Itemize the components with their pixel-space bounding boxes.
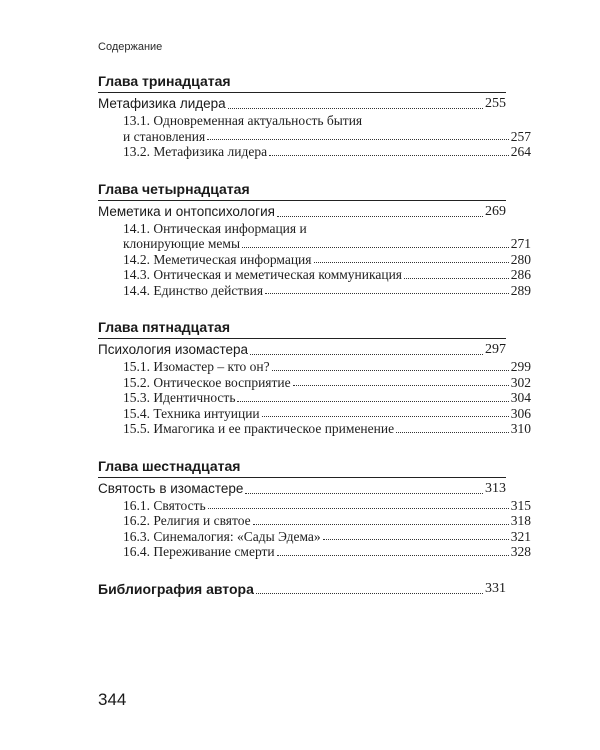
toc-main-entry[interactable]: [98, 480, 506, 498]
toc-sub-entry[interactable]: [98, 252, 531, 268]
dot-leader: [237, 401, 508, 402]
entry-title: 14.4. Единство действия: [123, 282, 264, 298]
entry-page: 331: [485, 580, 506, 596]
toc-sub-entry[interactable]: [98, 236, 531, 252]
dot-leader: [207, 139, 509, 140]
entry-title: Метафизика лидера: [98, 96, 226, 111]
dot-leader: [242, 247, 509, 248]
dot-leader: [314, 262, 509, 263]
toc-sub-entry[interactable]: [98, 283, 531, 299]
entry-page: 310: [510, 421, 531, 436]
entry-title: клонирующие мемы: [123, 236, 241, 251]
entry-title: 16.1. Святость: [123, 497, 206, 513]
entry-page: 289: [510, 282, 531, 298]
toc-sub-entry[interactable]: [98, 498, 531, 514]
chapter-title: Глава четырнадцатая: [98, 180, 506, 201]
entry-page: 304: [510, 390, 531, 405]
entry-page: 321: [510, 528, 531, 544]
dot-leader: [250, 354, 483, 355]
chapter-title: Глава тринадцатая: [98, 72, 506, 93]
entry-page: 313: [485, 480, 506, 496]
chapter-13: [98, 72, 531, 160]
toc-sub-entry[interactable]: [98, 144, 531, 160]
entry-title: 16.2. Религия и святое: [123, 513, 251, 528]
toc-sub-entry[interactable]: [98, 513, 531, 529]
dot-leader: [269, 155, 509, 156]
entry-page: 302: [510, 374, 531, 390]
toc-sub-entry[interactable]: [98, 529, 531, 545]
chapter-16: [98, 457, 531, 560]
table-of-contents: [98, 72, 531, 598]
toc-sub-entry[interactable]: [98, 544, 531, 560]
entry-title: 15.1. Изомастер – кто он?: [123, 359, 270, 374]
dot-leader: [262, 416, 509, 417]
entry-page: 280: [510, 251, 531, 267]
entry-page: 297: [485, 342, 506, 357]
running-header: Содержание: [98, 41, 163, 53]
entry-title: 14.3. Онтическая и меметическая коммуникация: [123, 267, 403, 282]
entry-title: Психология изомастера: [98, 342, 249, 357]
dot-leader: [272, 370, 509, 371]
chapter-15: [98, 318, 531, 437]
toc-sub-entry[interactable]: [98, 267, 531, 283]
entry-title: 15.4. Техника интуиции: [123, 405, 260, 421]
entry-title: и становления: [123, 128, 206, 144]
toc-sub-entry[interactable]: [98, 129, 531, 145]
entry-page: 315: [510, 497, 531, 513]
entry-page: 264: [510, 144, 531, 159]
dot-leader: [404, 278, 509, 279]
toc-sub-entry-first-line[interactable]: 13.1. Одновременная актуальность бытия: [123, 113, 363, 128]
entry-title: 13.2. Метафизика лидера: [123, 144, 268, 159]
dot-leader: [265, 293, 509, 294]
entry-title: Меметика и онтопсихология: [98, 203, 275, 219]
toc-sub-entry[interactable]: [98, 375, 531, 391]
entry-title: Библиография автора: [98, 580, 254, 597]
toc-sub-entry[interactable]: [98, 406, 531, 422]
toc-sub-entry[interactable]: [98, 390, 531, 406]
entry-page: 269: [485, 203, 506, 219]
page-number: 344: [98, 690, 127, 709]
chapter-title: Глава пятнадцатая: [98, 318, 506, 339]
entry-title: 16.3. Синемалогия: «Сады Эдема»: [123, 528, 321, 544]
dot-leader: [277, 555, 509, 556]
entry-page: 318: [510, 513, 531, 528]
entry-page: 328: [510, 544, 531, 559]
entry-page: 257: [510, 128, 531, 144]
entry-page: 306: [510, 405, 531, 421]
dot-leader: [245, 493, 483, 494]
dot-leader: [253, 524, 509, 525]
entry-title: 15.5. Имагогика и ее практическое применение: [123, 421, 395, 436]
entry-title: 15.3. Идентичность: [123, 390, 236, 405]
entry-page: 299: [510, 359, 531, 374]
toc-sub-entry[interactable]: [98, 421, 531, 437]
toc-main-entry[interactable]: [98, 203, 506, 221]
chapter-title: Глава шестнадцатая: [98, 457, 506, 478]
dot-leader: [256, 593, 483, 594]
entry-title: Святость в изомастере: [98, 480, 244, 496]
dot-leader: [228, 108, 483, 109]
toc-sub-entry[interactable]: [98, 359, 531, 375]
entry-title: 15.2. Онтическое восприятие: [123, 374, 291, 390]
entry-page: 271: [510, 236, 531, 251]
dot-leader: [208, 508, 509, 509]
entry-page: 255: [485, 96, 506, 111]
toc-main-entry[interactable]: [98, 341, 506, 359]
toc-bibliography-entry[interactable]: [98, 580, 506, 598]
dot-leader: [277, 216, 483, 217]
entry-title: 16.4. Переживание смерти: [123, 544, 275, 559]
dot-leader: [396, 432, 509, 433]
toc-sub-entry-first-line[interactable]: 14.1. Онтическая информация и: [123, 220, 307, 236]
chapter-14: [98, 180, 531, 299]
entry-title: 14.2. Меметическая информация: [123, 251, 312, 267]
dot-leader: [323, 539, 509, 540]
entry-page: 286: [510, 267, 531, 282]
toc-main-entry[interactable]: [98, 95, 506, 113]
dot-leader: [293, 385, 509, 386]
